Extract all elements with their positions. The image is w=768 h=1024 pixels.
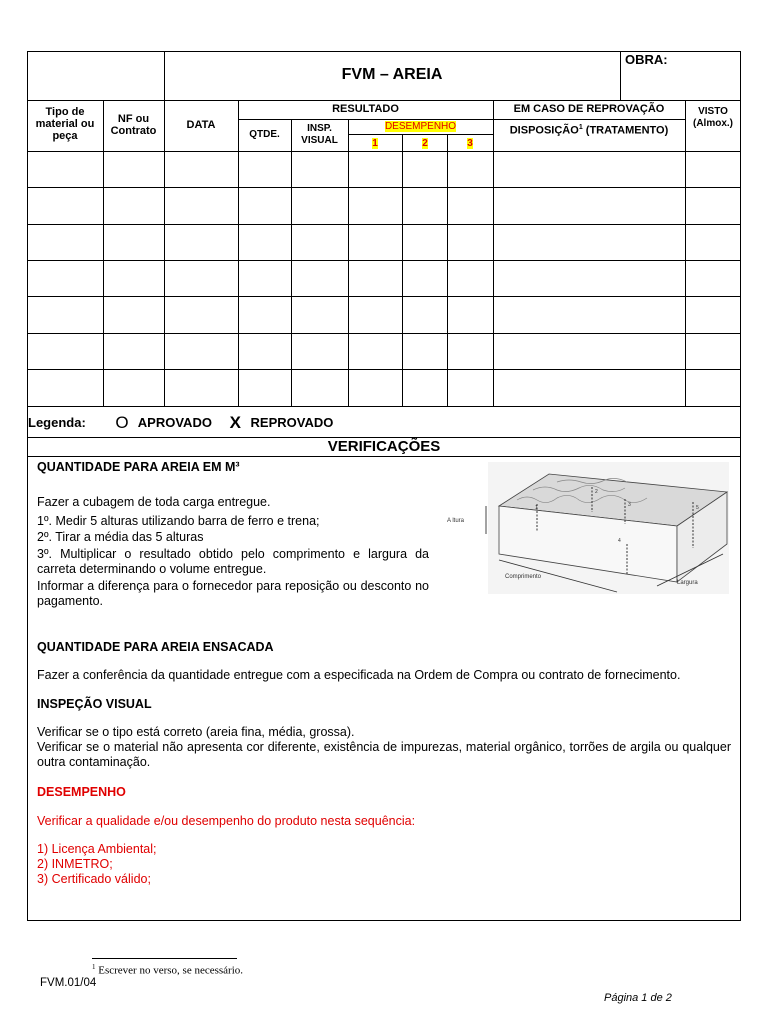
col-line — [447, 134, 448, 406]
section-body-areia-m3: Fazer a cubagem de toda carga entregue. 1º. Medir 5 alturas utilizando barra de ferro e trena; 2º. Tirar a média das 5 alturas 3º. Multiplicar o resultado obtido pelo comprimento e largura da carreta determinando o volume entregue. Informar a diferença para o fornecedor para reposição ou desconto no pagamento. — [37, 495, 429, 608]
obra-label: OBRA: — [625, 52, 668, 67]
desempenho-list — [37, 842, 157, 887]
header-disposicao: DISPOSIÇÃO$^1$ (TRATAMENTO) — [509, 124, 669, 137]
section-title-ensacada: QUANTIDADE PARA AREIA ENSACADA — [37, 640, 274, 654]
section-title-inspecao: INSPEÇÃO VISUAL — [37, 697, 152, 711]
document-code: FVM.01/04 — [40, 977, 97, 989]
row-line — [27, 260, 741, 261]
truck-bed-measurement-figure — [437, 462, 729, 594]
footnote: $^1$ Escrever no verso, se necessário. — [92, 963, 244, 977]
desempenho-2: 2 — [422, 138, 428, 149]
verificacoes-title: VERIFICAÇÕES — [327, 438, 441, 455]
largura-label: Largura — [677, 580, 698, 586]
aprovado-symbol: O — [115, 413, 129, 432]
col-line — [348, 119, 349, 406]
header-data: DATA — [186, 119, 216, 131]
list-item: 1) Licença Ambiental; — [37, 842, 157, 856]
row-line — [27, 406, 741, 407]
header-visto: VISTO (Almox.) — [693, 106, 733, 129]
section-title-desempenho: DESEMPENHO — [37, 785, 126, 799]
row-line — [27, 369, 741, 370]
row-line — [27, 100, 741, 101]
col-line — [685, 100, 686, 406]
section-body-desempenho: Verificar a qualidade e/ou desempenho do produto nesta sequência: — [37, 814, 416, 828]
desempenho-1: 1 — [372, 138, 378, 149]
header-desempenho: DESEMPENHO — [384, 121, 457, 132]
row-line — [27, 296, 741, 297]
col-line — [402, 134, 403, 406]
page-number: Página 1 de 2 — [604, 992, 672, 1004]
col-line — [103, 100, 104, 406]
reprovado-symbol: X — [229, 413, 241, 432]
section-body-inspecao: Verificar se o tipo está correto (areia fina, média, grossa). Verificar se o material não apresenta cor diferente, existência de impurezas, material orgânico, torrões de argila ou qualquer outra contaminação. — [37, 725, 731, 769]
section-title-areia-m3: QUANTIDADE PARA AREIA EM M³ — [37, 460, 240, 474]
form-title: FVM – AREIA — [341, 66, 443, 83]
list-item: 2) INMETRO; — [37, 857, 113, 871]
col-line — [291, 119, 292, 406]
row-line — [27, 187, 741, 188]
section-body-ensacada: Fazer a conferência da quantidade entregue com a especificada na Ordem de Compra ou contrato de fornecimento. — [37, 668, 681, 682]
header-tipo: Tipo de material ou peça — [35, 106, 95, 142]
row-line — [27, 456, 741, 457]
header-reprovacao: EM CASO DE REPROVAÇÃO — [513, 103, 665, 115]
desempenho-3: 3 — [467, 138, 473, 149]
height-label-3: 3 — [628, 502, 631, 508]
header-qtde: QTDE. — [249, 129, 280, 140]
col-line — [164, 51, 165, 406]
height-label-2: 2 — [595, 489, 598, 495]
height-label-1: 1 — [535, 505, 538, 511]
row-line — [27, 151, 741, 152]
col-line — [493, 100, 494, 406]
legend: Legenda: O APROVADO X REPROVADO — [28, 413, 334, 432]
height-label-5: 5 — [696, 505, 699, 511]
header-insp-visual: INSP. VISUAL — [301, 123, 338, 146]
height-label-4: 4 — [618, 538, 621, 544]
col-line — [238, 100, 239, 406]
comprimento-label: Comprimento — [505, 574, 542, 580]
row-line — [27, 224, 741, 225]
footnote-rule — [92, 958, 237, 959]
row-line — [348, 134, 493, 135]
header-nf: NF ou Contrato — [110, 113, 157, 137]
header-resultado: RESULTADO — [332, 103, 399, 115]
row-line — [238, 119, 685, 120]
list-item: 3) Certificado válido; — [37, 872, 151, 886]
col-line — [620, 51, 621, 100]
altura-label: A ltura — [447, 518, 465, 524]
row-line — [27, 333, 741, 334]
